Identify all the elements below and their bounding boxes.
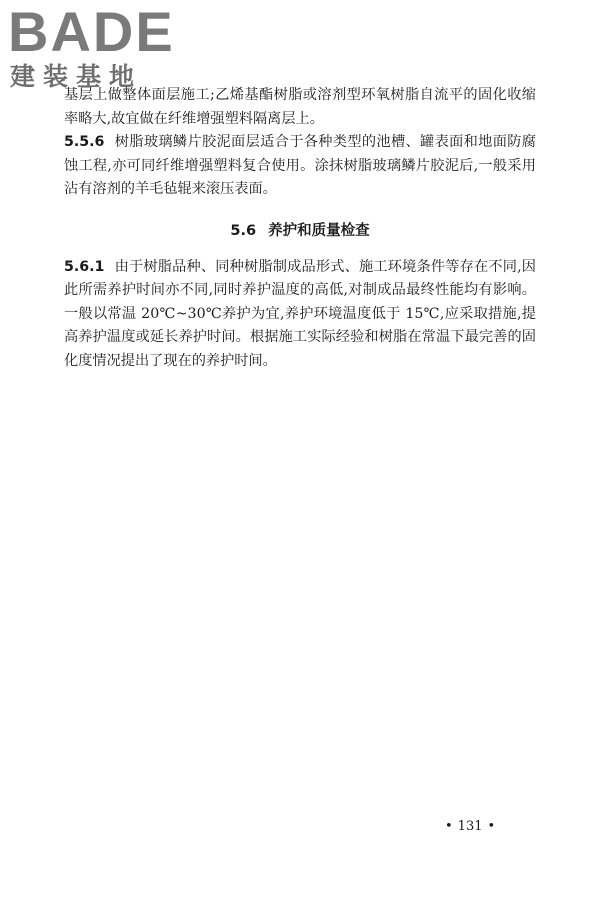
clause-text: 由于树脂品种、同种树脂制成品形式、施工环境条件等存在不同,因此所需养护时间亦不同,同时养护温度的高低,对制成品最终性能均有影响。一般以常温 20℃~30℃养护为宜,养护环境温度低于 15℃,应采取措施,提高养护温度或延长养护时间。根据施工实际经验和树脂在常温下最完善的固化度情况提出了现在的养护时间。 xyxy=(64,258,536,369)
page-body xyxy=(64,84,536,373)
footer-dot-left: • xyxy=(445,819,453,834)
clause-number: 5.5.6 xyxy=(64,134,105,150)
page-footer xyxy=(440,818,500,836)
paragraph-continued: 基层上做整体面层施工;乙烯基酯树脂或溶剂型环氧树脂自流平的固化收缩率略大,故宜做在纤维增强塑料隔离层上。 xyxy=(64,87,536,127)
section-title: 养护和质量检查 xyxy=(268,222,370,239)
section-number: 5.6 xyxy=(230,222,257,239)
watermark-subtitle: 建装基地 xyxy=(10,62,143,91)
page-number: 131 xyxy=(457,819,483,834)
watermark-logo xyxy=(8,0,178,96)
watermark-word: BADE xyxy=(8,0,175,63)
clause-text: 树脂玻璃鳞片胶泥面层适合于各种类型的池槽、罐表面和地面防腐蚀工程,亦可同纤维增强塑料复合使用。涂抹树脂玻璃鳞片胶泥后,一般采用沾有溶剂的羊毛毡辊来滚压表面。 xyxy=(64,134,536,197)
clause-5-6-1 xyxy=(64,256,536,374)
clause-5-5-6 xyxy=(64,131,536,202)
clause-number: 5.6.1 xyxy=(64,258,105,275)
section-heading xyxy=(64,220,536,242)
footer-dot-right: • xyxy=(487,819,496,834)
